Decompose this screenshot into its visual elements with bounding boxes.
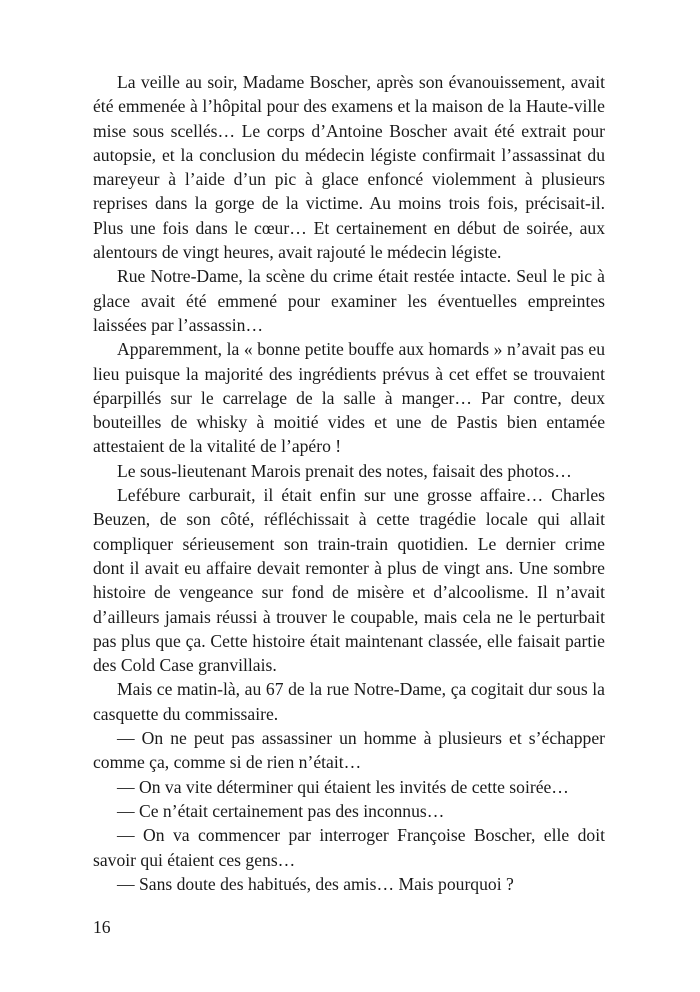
dialogue-line-3: — Ce n’était certainement pas des inconnus… bbox=[117, 800, 445, 821]
paragraph-4: Le sous-lieutenant Marois prenait des notes, faisait des photos… bbox=[117, 460, 572, 481]
paragraph-5: Lefébure carburait, il était enfin sur une grosse affaire… Charles Beuzen, de son côté, réfléchissait à cette tragédie locale qui allait compliquer sérieusement son train-train quotidien. Le dernier crime dont il avait eu affaire devait remonter à plus de vingt ans. Une sombre histoire de vengeance sur fond de misère et d’alcoolisme. Il n’avait d’ailleurs jamais réussi à trouver le coupable, mais cela ne le perturbait pas plus que ça. Cette histoire était maintenant classée, elle faisait partie des Cold Case granvillais. bbox=[93, 485, 605, 676]
paragraph-6: Mais ce matin-là, au 67 de la rue Notre-Dame, ça cogitait dur sous la casquette du commissaire. bbox=[93, 679, 605, 724]
paragraph-2: Rue Notre-Dame, la scène du crime était restée intacte. Seul le pic à glace avait été emmené pour examiner les éventuelles empreintes laissées par l’assassin… bbox=[93, 266, 605, 335]
paragraph-1: La veille au soir, Madame Boscher, après son évanouissement, avait été emmenée à l’hôpital pour des examens et la maison de la Haute-ville mise sous scellés… Le corps d’Antoine Boscher avait été extrait pour autopsie, et la conclusion du médecin légiste confirmait l’assassinat du mareyeur à l’aide d’un pic à glace enfoncé violemment à plusieurs reprises dans la gorge de la victime. Au moins trois fois, précisait-il. Plus une fois dans le cœur… Et certainement en début de soirée, aux alentours de vingt heures, avait rajouté le médecin légiste. bbox=[93, 72, 605, 263]
dialogue-line-5: — Sans doute des habitués, des amis… Mais pourquoi ? bbox=[117, 873, 514, 894]
paragraph-3: Apparemment, la « bonne petite bouffe aux homards » n’avait pas eu lieu puisque la majorité des ingrédients prévus à cet effet se trouvaient éparpillés sur le carrelage de la salle à manger… Par contre, deux bouteilles de whisky à moitié vides et une de Pastis bien entamée attestaient de la vitalité de l’apéro ! bbox=[93, 339, 605, 457]
body-text bbox=[93, 70, 605, 896]
page-number: 16 bbox=[93, 917, 111, 937]
dialogue-line-2: — On va vite déterminer qui étaient les invités de cette soirée… bbox=[117, 776, 569, 797]
dialogue-line-4: — On va commencer par interroger Françoise Boscher, elle doit savoir qui étaient ces gens… bbox=[93, 825, 605, 870]
dialogue-line-1: — On ne peut pas assassiner un homme à plusieurs et s’échapper comme ça, comme si de rien n’était… bbox=[93, 728, 605, 773]
